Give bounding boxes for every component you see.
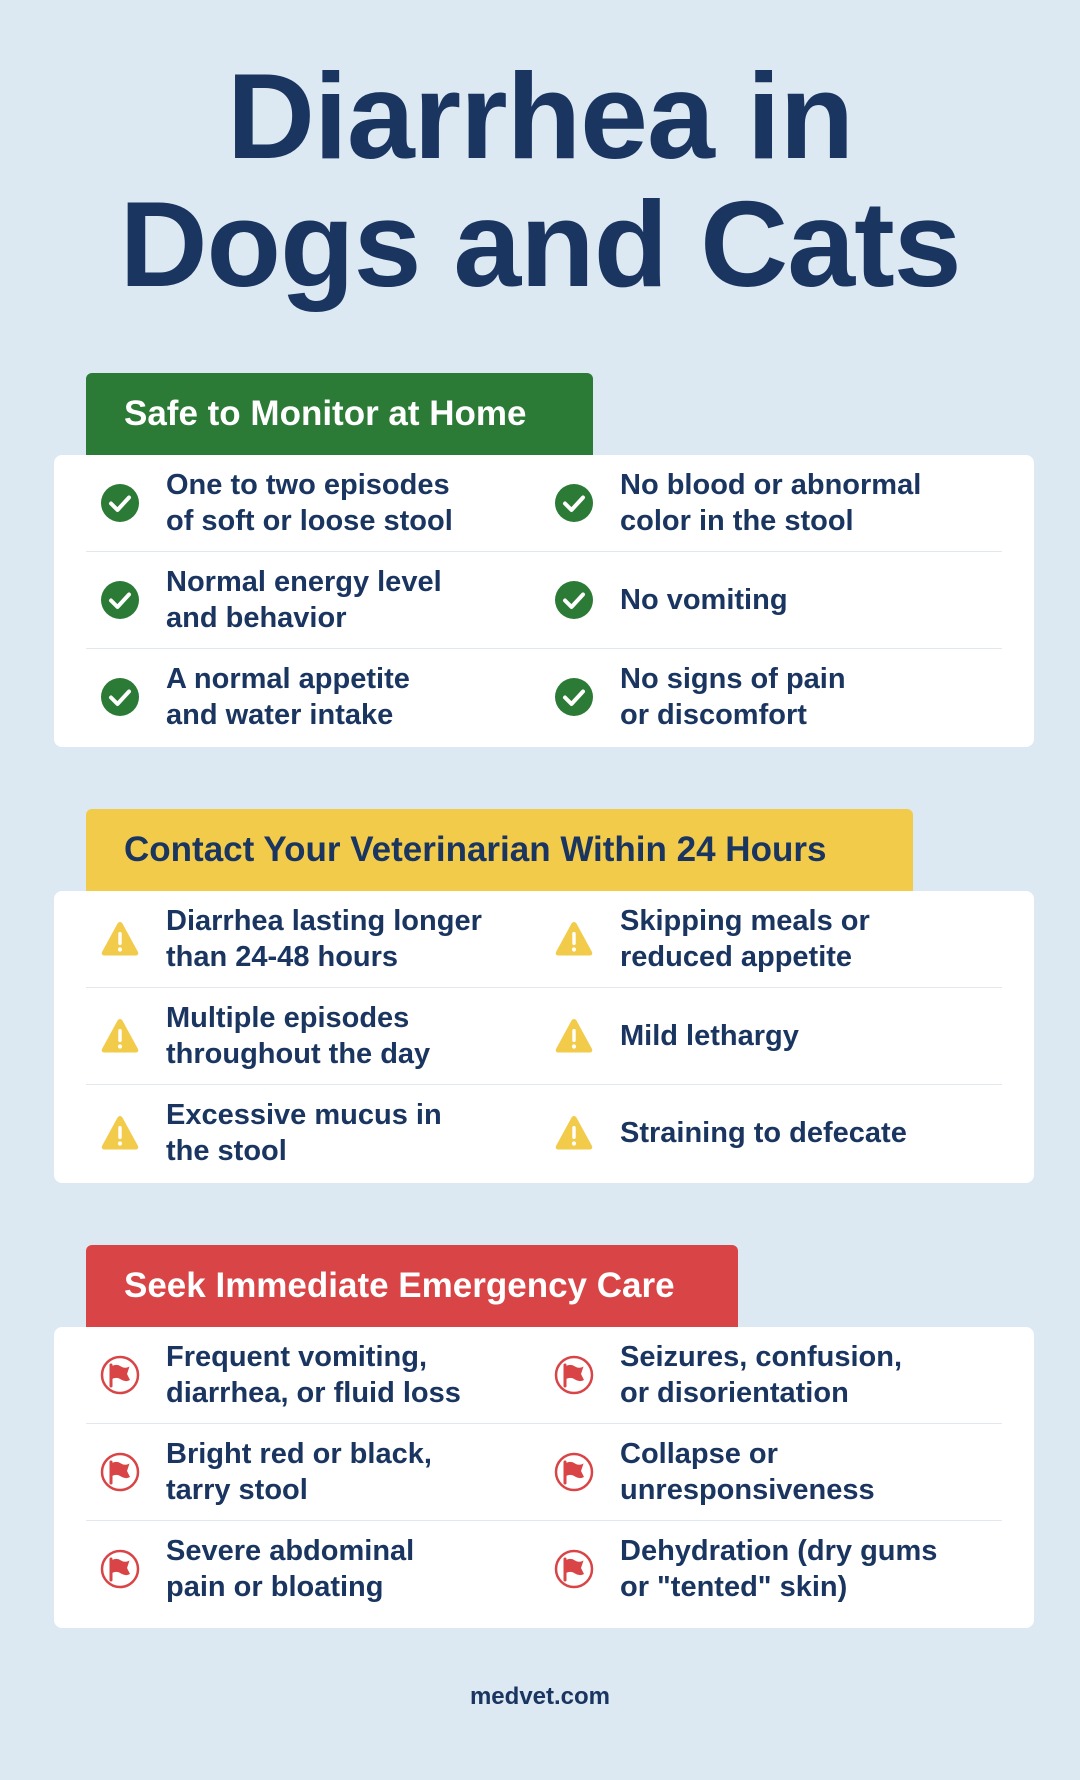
list-item [540, 891, 980, 987]
list-item [86, 988, 526, 1084]
red-flag-icon [100, 1355, 140, 1395]
warning-triangle-icon [100, 1113, 140, 1153]
list-item [86, 649, 526, 745]
check-circle-icon [554, 677, 594, 717]
check-circle-icon [100, 483, 140, 523]
list-item [86, 1085, 526, 1181]
check-circle-icon [100, 580, 140, 620]
footer-url: medvet.com [469, 1683, 611, 1710]
item-label: Normal energy level and behavior [166, 566, 442, 634]
section-heading-emergency: Seek Immediate Emergency Care [86, 1245, 738, 1327]
list-item [540, 455, 980, 551]
list-row [86, 1424, 1002, 1521]
item-label: No blood or abnormal color in the stool [620, 469, 922, 537]
page-title [0, 48, 1080, 312]
list-row [86, 455, 1002, 552]
list-item [86, 891, 526, 987]
item-label: Multiple episodes throughout the day [166, 1002, 431, 1070]
red-flag-icon [100, 1452, 140, 1492]
warning-triangle-icon [554, 1113, 594, 1153]
title-line-1: Diarrhea in [226, 48, 854, 184]
warning-triangle-icon [554, 1016, 594, 1056]
list-row [86, 891, 1002, 988]
section-card-safe [54, 455, 1034, 747]
list-item [540, 1521, 980, 1617]
item-label: Straining to defecate [620, 1117, 907, 1149]
item-label: Dehydration (dry gums or "tented" skin) [620, 1535, 938, 1603]
list-item [86, 1424, 526, 1520]
item-label: Frequent vomiting, diarrhea, or fluid loss [166, 1341, 461, 1409]
item-label: Severe abdominal pain or bloating [166, 1535, 415, 1603]
list-item [86, 455, 526, 551]
list-row [86, 649, 1002, 745]
list-row [86, 1327, 1002, 1424]
check-circle-icon [100, 677, 140, 717]
list-item [540, 1424, 980, 1520]
list-item [540, 649, 980, 745]
red-flag-icon [554, 1549, 594, 1589]
item-label: No vomiting [620, 584, 788, 616]
red-flag-icon [100, 1549, 140, 1589]
red-flag-icon [554, 1452, 594, 1492]
list-row [86, 1085, 1002, 1181]
list-item [540, 552, 980, 648]
check-circle-icon [554, 483, 594, 523]
item-label: A normal appetite and water intake [166, 663, 410, 731]
list-item [540, 1085, 980, 1181]
list-item [86, 552, 526, 648]
item-label: Bright red or black, tarry stool [166, 1438, 432, 1506]
warning-triangle-icon [554, 919, 594, 959]
section-card-contact-vet [54, 891, 1034, 1183]
list-item [86, 1327, 526, 1423]
item-label: Diarrhea lasting longer than 24-48 hours [166, 905, 482, 973]
list-row [86, 1521, 1002, 1617]
item-label: Skipping meals or reduced appetite [620, 905, 870, 973]
item-label: Mild lethargy [620, 1020, 799, 1052]
section-heading-contact-vet: Contact Your Veterinarian Within 24 Hours [86, 809, 913, 891]
warning-triangle-icon [100, 1016, 140, 1056]
check-circle-icon [554, 580, 594, 620]
item-label: One to two episodes of soft or loose stool [166, 469, 453, 537]
list-row [86, 988, 1002, 1085]
title-line-2: Dogs and Cats [119, 176, 961, 312]
list-item [86, 1521, 526, 1617]
section-card-emergency [54, 1327, 1034, 1628]
section-heading-safe: Safe to Monitor at Home [86, 373, 593, 455]
red-flag-icon [554, 1355, 594, 1395]
list-row [86, 552, 1002, 649]
list-item [540, 988, 980, 1084]
item-label: No signs of pain or discomfort [620, 663, 846, 731]
item-label: Collapse or unresponsiveness [620, 1438, 875, 1506]
item-label: Excessive mucus in the stool [166, 1099, 442, 1167]
list-item [540, 1327, 980, 1423]
warning-triangle-icon [100, 919, 140, 959]
item-label: Seizures, confusion, or disorientation [620, 1341, 902, 1409]
